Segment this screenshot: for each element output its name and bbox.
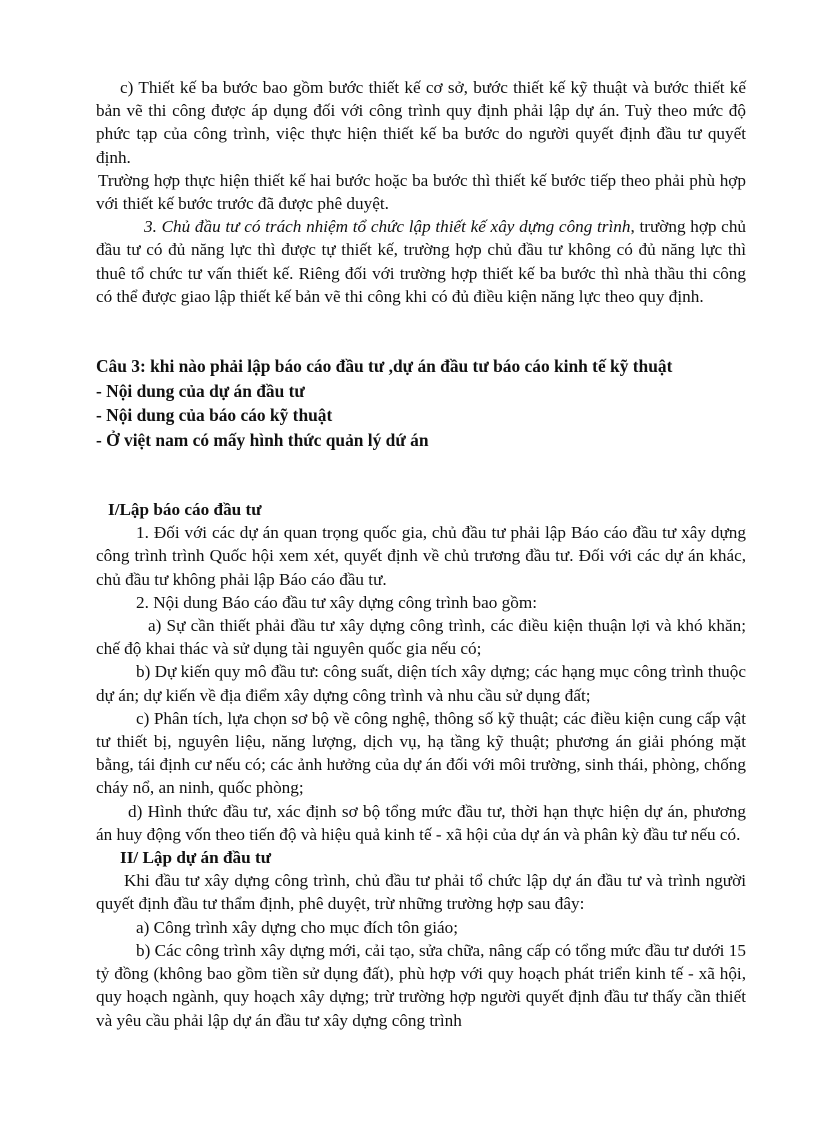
spacer <box>96 308 746 354</box>
document-page <box>96 76 746 1032</box>
investor-responsibility-italic: 3. Chủ đầu tư có trách nhiệm tổ chức lập thiết kế xây dựng công trình <box>144 217 631 237</box>
section2-item-a: a) Công trình xây dựng cho mục đích tôn giáo; <box>136 917 458 937</box>
paragraph-design-next-step: Trường hợp thực hiện thiết kế hai bước hoặc ba bước thì thiết kế bước tiếp theo phải phù hợp với thiết kế bước trước đã được phê duyệt. <box>96 170 746 214</box>
section1-paragraph-2: 2. Nội dung Báo cáo đầu tư xây dựng công trình bao gồm: <box>136 592 537 612</box>
investor-responsibility-rest: , trường hợp chủ đầu tư có đủ năng lực thì được tự thiết kế, trường hợp chủ đầu tư không có đủ năng lực thì thuê tổ chức tư vấn thiết kế. Riêng đối với trường hợp thiết kế ba bước thì nhà thầu thi công có thể được giao lập thiết kế bản vẽ thi công khi có đủ điều kiện năng lực theo quy định. <box>96 217 747 306</box>
question-item-1: - Nội dung của dự án đầu tư <box>96 380 305 401</box>
section1-item-b: b) Dự kiến quy mô đầu tư: công suất, diện tích xây dựng; các hạng mục công trình thuộc dự án; dự kiến về địa điểm xây dựng công trình và nhu cầu sử dụng đất; <box>96 662 746 705</box>
spacer <box>96 452 746 498</box>
section1-item-d: d) Hình thức đầu tư, xác định sơ bộ tổng mức đầu tư, thời hạn thực hiện dự án, phương án huy động vốn theo tiến độ và hiệu quả kinh tế - xã hội của dự án và phân kỳ đầu tư nếu có. <box>96 801 746 844</box>
section2-paragraph-1: Khi đầu tư xây dựng công trình, chủ đầu tư phải tổ chức lập dự án đầu tư và trình người quyết định đầu tư thẩm định, phê duyệt, trừ những trường hợp sau đây: <box>96 871 746 914</box>
paragraph-investor-responsibility <box>96 215 746 308</box>
section2-item-b: b) Các công trình xây dựng mới, cải tạo, sửa chữa, nâng cấp có tổng mức đầu tư dưới 15 tỷ đồng (không bao gồm tiền sử dụng đất), phù hợp với quy hoạch phát triển kinh tế - xã hội, quy hoạch ngành, quy hoạch xây dựng; trừ trường hợp người quyết định đầu tư thấy cần thiết và yêu cầu phải lập dự án đầu tư xây dựng công trình <box>96 940 746 1030</box>
question-item-2: - Nội dung của báo cáo kỹ thuật <box>96 405 333 426</box>
section1-paragraph-1: 1. Đối với các dự án quan trọng quốc gia, chủ đầu tư phải lập Báo cáo đầu tư xây dựng công trình trình Quốc hội xem xét, quyết định về chủ trương đầu tư. Đối với các dự án khác, chủ đầu tư không phải lập Báo cáo đầu tư. <box>96 523 746 589</box>
section1-heading: I/Lập báo cáo đầu tư <box>108 500 262 520</box>
section2-heading: II/ Lập dự án đầu tư <box>120 848 272 868</box>
paragraph-design-three-steps: c) Thiết kế ba bước bao gồm bước thiết kế cơ sở, bước thiết kế kỹ thuật và bước thiết kế bản vẽ thi công được áp dụng đối với công trình quy định phải lập dự án. Tuỳ theo mức độ phức tạp của công trình, việc thực hiện thiết kế ba bước do người quyết định đầu tư quyết định. <box>96 78 746 167</box>
question-item-3: - Ở việt nam có mấy hình thức quản lý dứ án <box>96 429 429 450</box>
section1-item-a: a) Sự cần thiết phải đầu tư xây dựng công trình, các điều kiện thuận lợi và khó khăn; chế độ khai thác và sử dụng tài nguyên quốc gia nếu có; <box>96 616 746 659</box>
question-title: Câu 3: khi nào phải lập báo cáo đầu tư ,dự án đầu tư báo cáo kinh tế kỹ thuật <box>96 356 673 377</box>
section1-item-c: c) Phân tích, lựa chọn sơ bộ về công nghệ, thông số kỹ thuật; các điều kiện cung cấp vật tư thiết bị, nguyên liệu, năng lượng, dịch vụ, hạ tầng kỹ thuật; phương án giải phóng mặt bằng, tái định cư nếu có; các ảnh hưởng của dự án đối với môi trường, sinh thái, phòng, chống cháy nổ, an ninh, quốc phòng; <box>96 708 746 798</box>
